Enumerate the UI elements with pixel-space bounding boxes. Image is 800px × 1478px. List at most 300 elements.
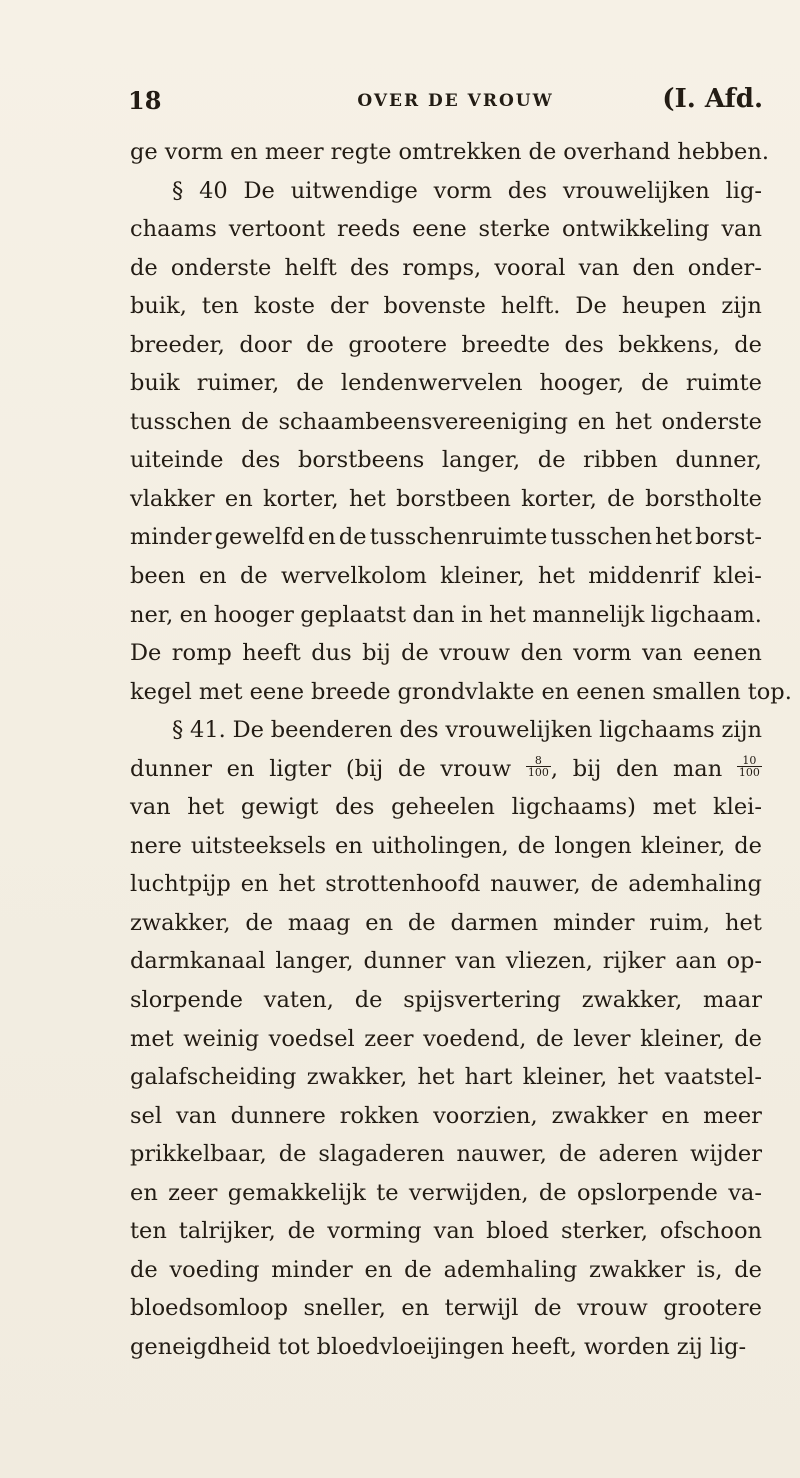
word: terwijl xyxy=(444,1295,519,1322)
word: de xyxy=(641,370,669,397)
word: wijder xyxy=(690,1141,762,1168)
word: ribben xyxy=(583,447,658,474)
word: heeft, xyxy=(511,1333,577,1360)
fraction-denominator: 100 xyxy=(527,766,549,780)
word: onderste xyxy=(661,408,762,435)
word: darmen xyxy=(450,909,539,936)
text-line xyxy=(130,1328,762,1367)
word: met xyxy=(130,1025,174,1052)
word: dunner xyxy=(363,948,446,975)
word: en xyxy=(230,139,258,165)
word: geneigdheid xyxy=(130,1333,271,1360)
word: de xyxy=(517,832,546,859)
text-line xyxy=(130,210,762,249)
word: borst- xyxy=(695,524,762,551)
word: het xyxy=(348,485,386,512)
word: romp xyxy=(171,640,232,667)
word: des xyxy=(564,331,604,358)
word: helft xyxy=(284,254,337,281)
word: breeder, xyxy=(130,331,225,358)
comma: , xyxy=(550,755,558,782)
word: luchtpijp xyxy=(130,871,231,898)
text-line xyxy=(130,596,762,635)
word: de xyxy=(338,524,367,551)
word: de xyxy=(287,1218,316,1245)
word: meer xyxy=(703,1102,762,1129)
word: en xyxy=(307,524,336,551)
word: bekkens, xyxy=(618,331,720,358)
word: gewigt xyxy=(240,794,319,821)
word: en xyxy=(541,678,570,705)
word: van xyxy=(455,948,496,975)
word: nauwer, xyxy=(490,871,581,898)
word: sel xyxy=(130,1102,163,1129)
word: bovenste xyxy=(383,293,486,320)
word: tot xyxy=(277,1333,310,1360)
page-number: 18 xyxy=(128,86,162,115)
text-line xyxy=(130,673,792,712)
word: op- xyxy=(726,948,762,975)
word: hooger, xyxy=(539,370,625,397)
word: de xyxy=(590,871,619,898)
word: en xyxy=(226,755,255,782)
word: den xyxy=(632,254,675,281)
word: het xyxy=(538,563,575,590)
text-line xyxy=(130,634,762,673)
word: prikkelbaar, xyxy=(130,1141,267,1168)
word: vooral xyxy=(494,254,566,281)
word: onderste xyxy=(170,254,272,281)
text-line xyxy=(130,904,762,943)
word: top. xyxy=(747,678,792,705)
word: en xyxy=(577,408,606,435)
word: sneller, xyxy=(303,1295,386,1322)
word: voeding xyxy=(169,1256,260,1283)
word: ruimer, xyxy=(196,370,280,397)
word: vorm xyxy=(573,640,632,667)
word: spijsvertering xyxy=(403,987,561,1014)
word: van xyxy=(721,216,762,243)
word: talrijker, xyxy=(178,1218,276,1245)
word: bloedsomloop xyxy=(130,1295,288,1322)
word: mannelijk xyxy=(532,601,645,628)
word: minder xyxy=(552,909,635,936)
word: gemakkelijk xyxy=(227,1179,366,1206)
running-title: OVER DE VROUW xyxy=(357,91,554,111)
word: regte xyxy=(330,139,392,165)
word: en xyxy=(365,909,394,936)
word: schaambeensvereeniging xyxy=(278,408,568,435)
word: de xyxy=(278,1141,307,1168)
word: en xyxy=(401,1295,430,1322)
word: zij xyxy=(676,1333,703,1360)
word: den xyxy=(520,640,563,667)
word: reeds xyxy=(337,216,401,243)
fraction-woman xyxy=(526,755,551,778)
word: te xyxy=(376,1179,399,1206)
word: aderen xyxy=(598,1141,679,1168)
word: galafscheiding xyxy=(130,1064,297,1091)
word: zwakker, xyxy=(581,987,683,1014)
word: lever xyxy=(573,1025,631,1052)
word: middenrif xyxy=(588,563,700,590)
word: uiteinde xyxy=(130,447,224,474)
word: kegel xyxy=(130,678,192,705)
word: ruimte xyxy=(685,370,762,397)
text-line xyxy=(130,172,762,211)
word: meer xyxy=(264,139,324,165)
word: het xyxy=(615,408,652,435)
fraction-man xyxy=(737,755,762,778)
word: helft. xyxy=(500,293,561,320)
word: maar xyxy=(703,987,762,1014)
word: grondvlakte xyxy=(397,678,535,705)
word: beenderen xyxy=(270,717,393,744)
page-header xyxy=(128,80,763,120)
word: van xyxy=(578,254,620,281)
word: de xyxy=(407,909,436,936)
word: breedte xyxy=(461,331,551,358)
word: de xyxy=(130,254,158,281)
word: buik, xyxy=(130,293,187,320)
word: vrouw xyxy=(440,755,512,782)
word: ner, xyxy=(130,601,174,628)
word: van xyxy=(433,1218,475,1245)
word: slagaderen xyxy=(318,1141,445,1168)
word: kleiner, xyxy=(522,1064,608,1091)
word: de xyxy=(734,331,762,358)
word: vliezen, xyxy=(505,948,593,975)
word: man xyxy=(672,755,723,782)
word: buik xyxy=(130,370,180,397)
word: het xyxy=(655,524,692,551)
word: kleiner, xyxy=(640,1025,725,1052)
word: vrouw xyxy=(577,1295,648,1322)
word: eenen xyxy=(576,678,646,705)
text-line xyxy=(130,364,762,403)
word: langer, xyxy=(441,447,521,474)
word: ligter xyxy=(269,755,332,782)
text-line xyxy=(130,711,762,750)
word: De xyxy=(243,177,275,204)
word: sterke xyxy=(478,216,551,243)
word: lig- xyxy=(709,1333,747,1360)
word: de xyxy=(528,139,557,165)
word: minder xyxy=(130,524,212,551)
word: het xyxy=(489,601,526,628)
word: De xyxy=(130,640,162,667)
word: klei- xyxy=(712,563,762,590)
word: vlakker xyxy=(130,485,215,512)
word: eene xyxy=(249,678,305,705)
word: strottenhoofd xyxy=(325,871,481,898)
word: de xyxy=(245,909,274,936)
word: omtrekken xyxy=(398,139,522,165)
text-line xyxy=(130,441,762,480)
word: en xyxy=(334,832,363,859)
text-line xyxy=(130,480,762,519)
word: de xyxy=(533,1295,562,1322)
word: bloedvloeijingen xyxy=(316,1333,505,1360)
word: § xyxy=(172,717,184,744)
text-line xyxy=(130,1251,762,1290)
text-line xyxy=(130,1212,762,1251)
word: ademhaling xyxy=(628,871,762,898)
word: vaatstel- xyxy=(664,1064,762,1091)
word: ofschoon xyxy=(659,1218,762,1245)
fraction-group xyxy=(526,750,558,789)
word: ligchaams) xyxy=(511,794,636,821)
word: het xyxy=(617,1064,655,1091)
word: de xyxy=(734,832,762,859)
word: been xyxy=(130,563,186,590)
word: voorzien, xyxy=(433,1102,538,1129)
word: ruim, xyxy=(649,909,711,936)
fraction-denominator: 100 xyxy=(738,766,760,780)
word: dunnere xyxy=(230,1102,326,1129)
word: de xyxy=(558,1141,587,1168)
word: geheelen xyxy=(391,794,495,821)
word: en xyxy=(364,1256,393,1283)
word: § xyxy=(172,177,184,204)
word: slorpende xyxy=(130,987,243,1014)
word: in xyxy=(461,601,483,628)
word: tusschen xyxy=(130,408,232,435)
word: borstbeens xyxy=(297,447,425,474)
word: is, xyxy=(696,1256,723,1283)
word: kleiner, xyxy=(440,563,525,590)
word: breede xyxy=(311,678,391,705)
word: met xyxy=(652,794,697,821)
word: dan xyxy=(412,601,455,628)
word: longen xyxy=(554,832,632,859)
word: de xyxy=(538,1179,567,1206)
word: des xyxy=(335,794,375,821)
word: maag xyxy=(287,909,351,936)
word: den xyxy=(616,755,659,782)
word: des xyxy=(507,177,548,204)
text-line xyxy=(130,942,762,981)
text-line xyxy=(130,788,762,827)
text-line xyxy=(130,1058,762,1097)
word: zijn xyxy=(721,293,762,320)
word: de xyxy=(607,485,635,512)
word: nere xyxy=(130,832,182,859)
word: lig- xyxy=(725,177,762,204)
word: de xyxy=(397,755,426,782)
word: tusschen xyxy=(550,524,653,551)
word: de xyxy=(401,640,429,667)
word: geplaatst xyxy=(300,601,406,628)
word: eene xyxy=(412,216,467,243)
word: 40 xyxy=(199,177,228,204)
word: (bij xyxy=(345,755,384,782)
word: de xyxy=(734,1256,762,1283)
word: onder- xyxy=(687,254,762,281)
fraction-group xyxy=(737,750,762,789)
word: de xyxy=(734,1025,762,1052)
word: ligchaam. xyxy=(650,601,762,628)
word: klei- xyxy=(713,794,762,821)
word: De xyxy=(575,293,607,320)
word: heeft xyxy=(242,640,301,667)
word: De xyxy=(232,717,264,744)
text-line xyxy=(130,1097,762,1136)
word: het xyxy=(417,1064,455,1091)
word: grootere xyxy=(348,331,448,358)
word: voedsel xyxy=(268,1025,355,1052)
word: de xyxy=(130,1256,158,1283)
word: grootere xyxy=(663,1295,762,1322)
word: dus xyxy=(311,640,352,667)
word: korter, xyxy=(521,485,597,512)
word: 41. xyxy=(190,717,226,744)
word: verwijden, xyxy=(408,1179,529,1206)
word: overhand xyxy=(563,139,671,165)
word: zijn xyxy=(721,717,762,744)
word: koste xyxy=(253,293,315,320)
word: vaten, xyxy=(263,987,334,1014)
word: het xyxy=(187,794,225,821)
word: dunner xyxy=(130,755,212,782)
text-line xyxy=(130,326,762,365)
word: des xyxy=(241,447,281,474)
word: en xyxy=(198,563,227,590)
text-line xyxy=(130,287,762,326)
word: romps, xyxy=(402,254,482,281)
word: va- xyxy=(728,1179,762,1206)
word: vertoont xyxy=(228,216,326,243)
text-line xyxy=(130,1289,762,1328)
word: minder xyxy=(271,1256,353,1283)
word: des xyxy=(399,717,439,744)
word: de xyxy=(535,1025,564,1052)
word: hebben. xyxy=(677,139,769,165)
word: vrouw xyxy=(439,640,511,667)
word: eenen xyxy=(693,640,762,667)
word: gewelfd xyxy=(214,524,305,551)
text-line xyxy=(130,518,762,557)
word: rokken xyxy=(339,1102,420,1129)
word: vrouwelijken xyxy=(445,717,593,744)
word: de xyxy=(296,370,324,397)
word: de xyxy=(306,331,334,358)
word: weinig xyxy=(183,1025,260,1052)
word: en xyxy=(224,485,253,512)
word: kleiner, xyxy=(640,832,726,859)
word: en xyxy=(240,871,269,898)
text-line xyxy=(130,981,762,1020)
text-line xyxy=(130,865,762,904)
word: van xyxy=(130,794,171,821)
text-body xyxy=(130,133,792,1367)
word: hart xyxy=(464,1064,513,1091)
text-line xyxy=(130,1135,762,1174)
word: borstbeen xyxy=(396,485,511,512)
word: heupen xyxy=(621,293,707,320)
word: vorming xyxy=(327,1218,422,1245)
word: borstholte xyxy=(645,485,762,512)
word: opslorpende xyxy=(576,1179,718,1206)
word: chaams xyxy=(130,216,217,243)
fraction-numerator: 10 xyxy=(737,755,762,767)
word: tusschenruimte xyxy=(369,524,548,551)
word: sterker, xyxy=(560,1218,648,1245)
word: darmkanaal xyxy=(130,948,266,975)
text-line xyxy=(130,750,762,789)
word: en xyxy=(179,601,208,628)
text-line xyxy=(130,403,762,442)
word: ademhaling xyxy=(443,1256,578,1283)
word: uitholingen, xyxy=(371,832,509,859)
word: door xyxy=(239,331,292,358)
text-line xyxy=(130,1174,762,1213)
word: des xyxy=(349,254,390,281)
word: het xyxy=(278,871,316,898)
word: zwakker, xyxy=(306,1064,408,1091)
text-line xyxy=(130,557,762,596)
word: korter, xyxy=(262,485,339,512)
word: ligchaams xyxy=(599,717,715,744)
word: en xyxy=(130,1179,158,1206)
word: nauwer, xyxy=(456,1141,547,1168)
word: wervelkolom xyxy=(281,563,427,590)
text-line xyxy=(130,249,762,288)
word: ge xyxy=(130,139,158,165)
word: vrouwelijken xyxy=(562,177,710,204)
word: bloed xyxy=(486,1218,550,1245)
section-marker: (I. Afd. xyxy=(662,84,763,114)
word: de xyxy=(404,1256,432,1283)
word: ontwikkeling xyxy=(562,216,710,243)
word: de xyxy=(239,563,268,590)
word: lendenwervelen xyxy=(340,370,523,397)
fraction-numerator: 8 xyxy=(526,755,551,767)
word: vorm xyxy=(164,139,224,165)
word: der xyxy=(329,293,369,320)
word: de xyxy=(241,408,269,435)
word: uitwendige xyxy=(290,177,418,204)
word: zwakker xyxy=(589,1256,685,1283)
word: dunner, xyxy=(675,447,762,474)
word: rijker xyxy=(602,948,666,975)
word: uitsteeksels xyxy=(190,832,327,859)
word: vorm xyxy=(433,177,492,204)
word: zeer xyxy=(364,1025,414,1052)
word: de xyxy=(354,987,383,1014)
text-line xyxy=(130,827,762,866)
word: aan xyxy=(675,948,717,975)
word: ten xyxy=(130,1218,167,1245)
word: van xyxy=(641,640,683,667)
word: hooger xyxy=(213,601,294,628)
word: worden xyxy=(583,1333,670,1360)
word: voedend, xyxy=(423,1025,527,1052)
text-line xyxy=(130,133,769,172)
word: zwakker, xyxy=(130,909,231,936)
word: zeer xyxy=(168,1179,218,1206)
word: met xyxy=(198,678,243,705)
word: ten xyxy=(201,293,239,320)
word: bij xyxy=(572,755,602,782)
word: zwakker xyxy=(551,1102,648,1129)
word: de xyxy=(537,447,566,474)
word: langer, xyxy=(275,948,354,975)
word: het xyxy=(725,909,762,936)
word: van xyxy=(176,1102,217,1129)
word: en xyxy=(661,1102,690,1129)
word: smallen xyxy=(652,678,741,705)
